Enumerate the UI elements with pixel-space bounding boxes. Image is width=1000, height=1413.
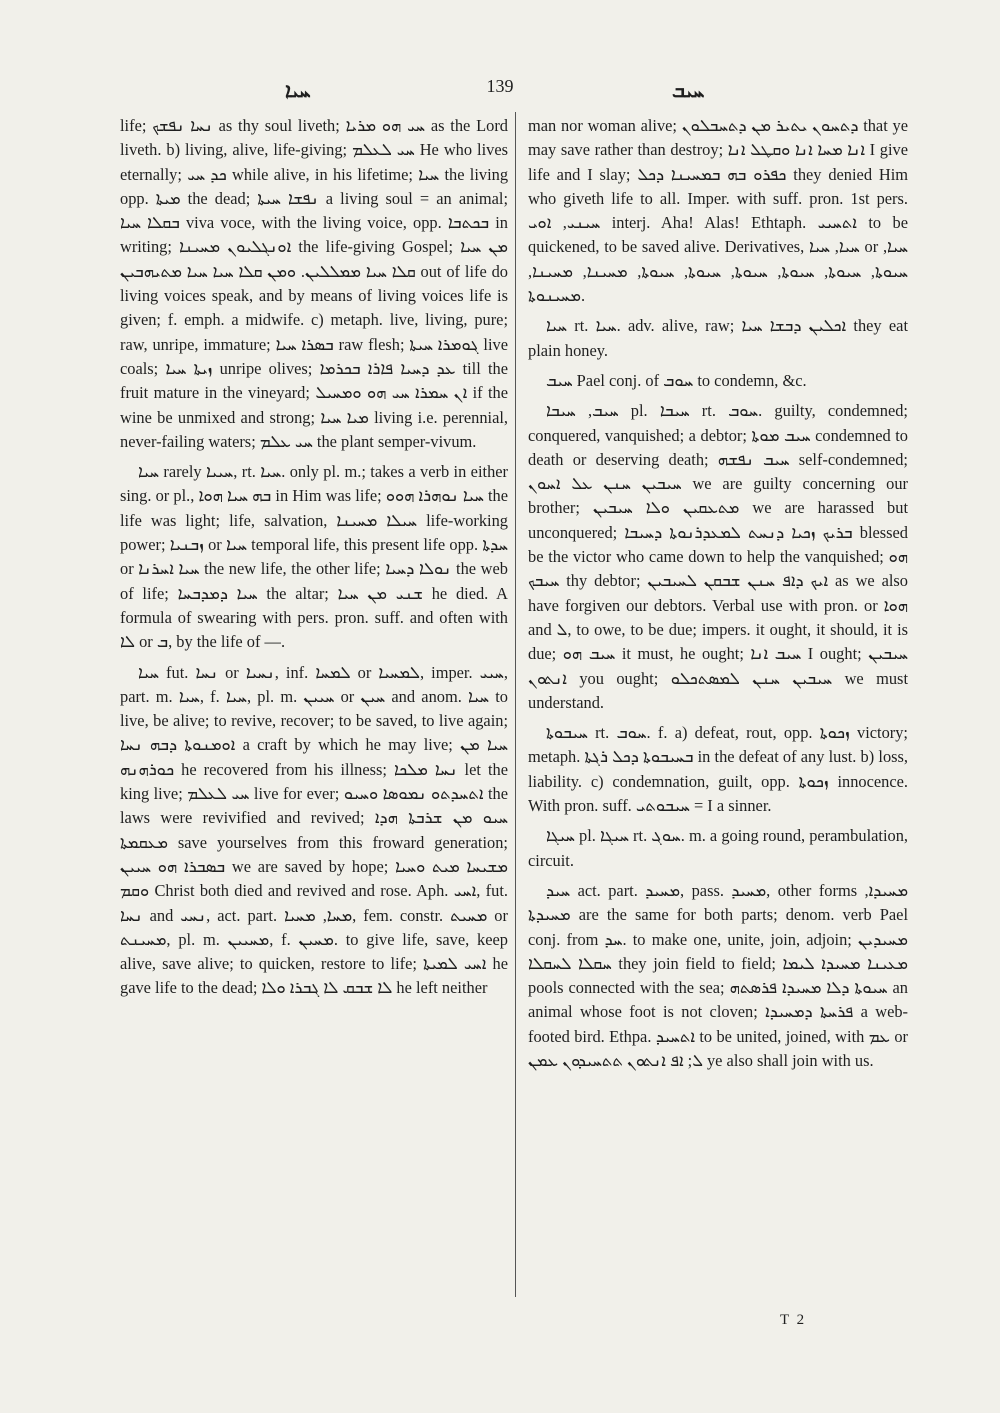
right-column (528, 114, 908, 1073)
running-head (0, 74, 1000, 104)
entry-paragraph: ܚܝܐ fut. ܢܚܐ or ܢܚܝܐ, inf. ܠܡܚܐ or ܠܡܚܝܐ, imper. ܚܝܝ, part. m. ܚܝܐ, f. ܚܝܐ, pl. m. ܚܝܝܢ or ܚܝܢ and anom. ܚܝܐ to live, be alive; to revive, recover; to be saved, to live again; ܐܘܡܢܘܬܐ ܕܒܗ ܢܚܐ a craft by which he may live; ܚܝܐ ܡܢ ܟܘܪܗܢܗ he recovered from his illness; ܢܚܐ ܡܠܟܐ let the king live; ܚܝ ܠܥܠܡ live for ever; ܐܬܚܕܬܘ ܢܡܘܣܐ ܘܚܝܘ the laws were revivified and revived; ܚܝܘ ܡܢ ܫܪܒܬܐ ܗܕܐ ܡܥܩܡܬܐ save yourselves from this froward generation; ܒܣܒܪܐ ܗܘ ܚܝܝܢ we are saved by hope; ܡܫܝܚܐ ܡܝܬ ܘܚܝܐ ܘܩܡ Christ both died and revived and rose. Aph. ܐܚܝ, fut. ܢܚܐ and ܢܚܝ, act. part. ܡܚܐ, ܡܚܝܐ, fem. constr. ܡܚܝܬ or ܡܚܝܢܬ, pl. m. ܡܚܝܝܢ, f. ܡܚܝܢ. to give life, save, keep alive, save alive; to quicken, restore to life; ܐܚܝ ܠܡܝܬܐ he gave life to the dead; ܠܐ ܫܒܩ ܠܐ ܓܒܪܐ ܘܠܐ he left neither (120, 662, 508, 998)
column-divider (515, 112, 516, 1297)
entry-paragraph: ܚܝܒ, ܚܝܒܐ pl. ܚܝܒܐ rt. ܚܘܒ. guilty, condemned; conquered, vanquished; a debtor; ܚܝܒ ܡܘܬܐ condemned to death or deserving death; ܚܝܒ ܢܦܫܗ self-condemned; ܚܝܒܝܢ ܚܢܢ ܥܠ ܐܚܘܢ we are guilty concerning our brother; ܡܬܥܩܝܢ ܘܠܐ ܚܝܒܝܢ we are harassed but unconquered; ܒܪܝܟ ܙܟܝܐ ܕܢܚܬ ܠܡܥܕܪܢܘܬܐ ܕܚܝܒܐ blessed be the victor who came down to help the vanquished; ܗܘ ܚܝܒܟ thy debtor; ܐܝܟ ܕܐܦ ܚܢܢ ܫܒܩܢ ܠܚܝܒܝܢ as we also have forgiven our debtors. Verbal use with pron. or ܗܘܐ and ܠ, to owe, to be due; impers. it ought, it should, it is due; ܚܝܒ ܗܘ it must, he ought; ܚܝܒ ܐܢܐ I ought; ܚܝܒܝܢ ܐܢܬܘܢ you ought; ܚܝܒܝܢ ܚܢܢ ܠܡܣܬܟܠܘ we must understand. (528, 401, 909, 712)
entry-paragraph: ܚܝܐ rt. ܚܝܐ. adv. alive, raw; ܐܟܠܝܢ ܕܒܫܐ ܚܝܐ they eat plain honey. (528, 316, 908, 360)
entry-paragraph: ܚܝܒ Pael conj. of ܚܘܒ to condemn, &c. (546, 370, 807, 390)
entry-paragraph: ܚܝܐ rarely ܚܝܝܐ, rt. ܚܝܐ. only pl. m.; takes a verb in either sing. or pl., ܒܗ ܚܝܐ ܗܘܐ in Him was life; ܚܝܐ ܢܘܗܪܐ ܗܘܘ the life was light; life, salvation, ܚܝܠܐ ܡܚܝܢܐ life-working power; ܙܒܢܝܐ or ܚܝܐ temporal life, this present life opp. ܚܕܬܐ or ܚܝܐ ܐܚܪܢܐ the new life, the other life; ܢܘܠܐ ܕܚܝܐ the web of life; ܚܝܐ ܕܡܕܒܚܐ the altar; ܫܢܝ ܡܢ ܚܝܐ he died. A formula of swearing with pers. pron. suff. and often with ܠܐ or ܒ, by the life of —. (120, 462, 509, 652)
entry-paragraph: ܚܝܓܐ pl. ܚܝܓܐ rt. ܚܘܓ. m. a going round, perambulation, circuit. (528, 826, 908, 870)
entry-paragraph: man nor woman alive; ܕܬܚܘܢ ܝܬܝܪ ܡܢ ܕܬܚܒܠܘܢ that ye may save rather than destroy; ܐܢܐ ܡܚܐ ܐܢܐ ܘܩܛܠ ܐܢܐ I give life and I slay; ܟܦܪܘ ܒܗ ܒܡܚܝܢܐ ܕܟܠ they denied Him who giveth life to all. Imper. with suff. pron. 1st pers. ܚܝܢܝ, ܐܘܝ interj. Aha! Alas! Ethtaph. ܐܬܚܝܝ to be quickened, to be saved alive. Derivatives, ܚܝܐ, ܚܝܐ or ܚܝܐ, ܚܝܘܬܐ, ܚܝܘܬܐ, ܚܝܘܬܐ, ܚܝܘܬܐ, ܚܝܘܬܐ, ܚܝܘܬܐ, ܡܚܝܢܐ, ܡܚܝܢܐ, ܡܚܝܢܘܬܐ. (528, 116, 909, 306)
right-headword: ܚܝܒ (672, 80, 705, 102)
page-number: 139 (486, 76, 514, 96)
signature-mark: T 2 (780, 1312, 807, 1328)
entry-paragraph: ܚܝܕ act. part. ܡܚܝܕ, pass. ܡܚܝܕ, other forms ܡܚܝܕܐ, ܡܚܝܕܬܐ are the same for both parts; denom. verb Pael conj. from ܚܕ. to make one, unite, join, adjoin; ܡܚܝܕܝܢ ܚܩܠܐ ܠܚܩܠܐ they join field to field; ܡܥܝܢܐ ܡܚܝܕܐ ܠܝܡܐ pools connected with the sea; ܚܝܘܬܐ ܕܠܐ ܡܚܝܕܐ ܦܪܣܬܗ an animal whose foot is not cloven; ܦܪܚܬܐ ܕܡܚܝܕܐ a web-footed bird. Ethpa. ܐܬܚܝܕ to be united, joined, with ܥܡ or ܠ; ܐܦ ܐܢܬܘܢ ܬܬܚܝܕܘܢ ܥܡܢ ye also shall join with us. (528, 880, 909, 1070)
left-headword: ܚܝܐ (285, 80, 311, 102)
entry-paragraph: life; ܢܚܐ ܢܦܫܟ as thy soul liveth; ܚܝ ܗܘ ܡܪܝܐ as the Lord liveth. b) living, alive, life-giving; ܚܝ ܠܥܠܡ He who lives eternally; ܟܕ ܚܝ while alive, in his lifetime; ܚܝܐ the living opp. ܡܝܬܐ the dead; ܢܦܫܐ ܚܝܬܐ a living soul = an animal; ܒܩܠܐ ܚܝܐ viva voce, with the living voice, opp. ܒܟܬܒܐ in writing; ܐܘܢܓܠܝܘܢ ܡܚܝܢܐ the life-giving Gospel; ܡܢ ܚܝܐ ܩܠܐ ܚܝܐ ܡܡܠܠܝܢ. ܘܡܢ ܩܠܐ ܚܝܐ ܚܝܐ ܡܬܝܗܒܝܢ out of life do living voices speak, and by means of living voices life is given; f. emph. a midwife. c) metaph. live, living, pure; raw, unripe, immature; ܒܣܪܐ ܚܝܐ raw flesh; ܓܘܡܪܐ ܚܝܬܐ live coals; ܙܝܬܐ ܚܝܐ unripe olives; ܥܕ ܕܚܝܐ ܦܐܪܐ ܒܟܪܡܐ till the fruit mature in the vineyard; ܐܢ ܚܡܪܐ ܚܝ ܗܘ ܘܡܚܝܠ if the wine be unmixed and strong; ܡܝܐ ܚܝܐ living i.e. perennial, never-failing waters; ܚܝ ܥܠܡ the plant semper-vivum. (120, 116, 509, 451)
left-column (120, 114, 508, 1001)
entry-paragraph: ܚܝܒܘܬܐ rt. ܚܘܒ. f. a) defeat, rout, opp. ܙܟܘܬܐ victory; metaph. ܒܚܝܒܘܬܐ ܕܟܠ ܪܓܬܐ in the defeat of any lust. b) loss, liability. c) condemnation, guilt, opp. ܙܟܘܬܐ innocence. With pron. suff. ܚܝܒܘܬܝ = I a sinner. (528, 723, 908, 816)
